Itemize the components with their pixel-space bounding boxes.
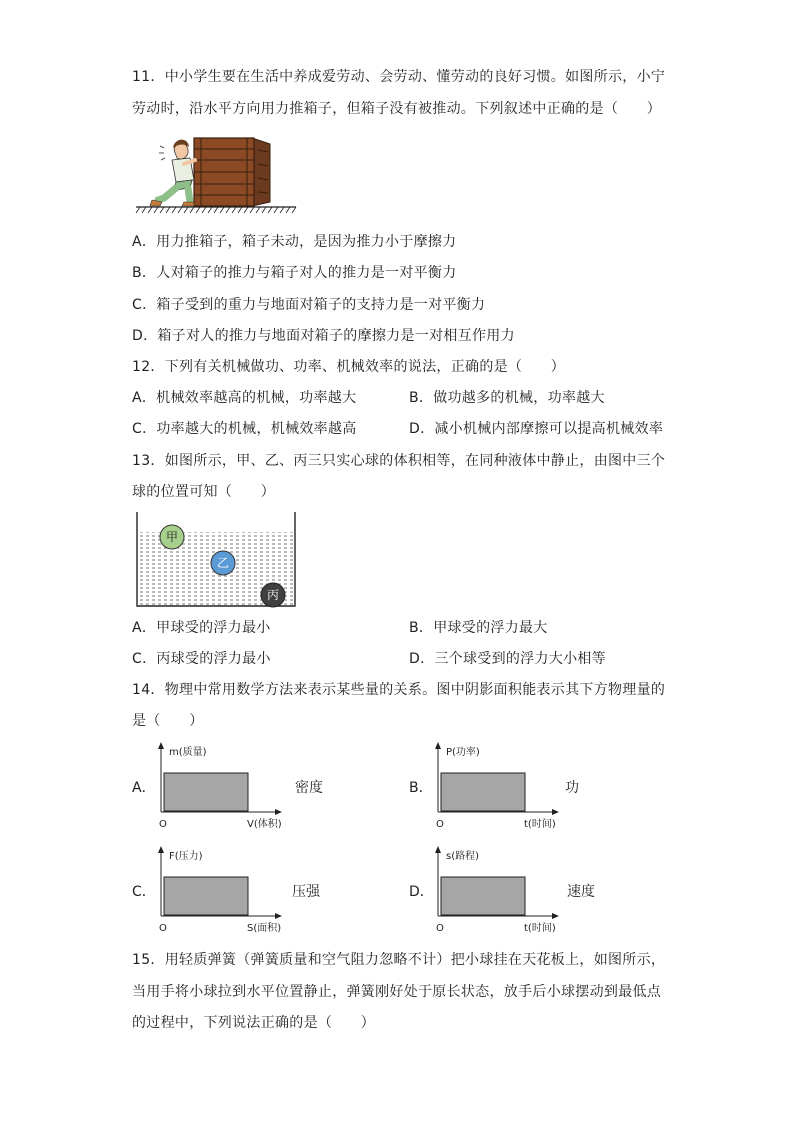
graph-d-option: D． [409,884,434,900]
ball-jia-label: 甲 [165,530,179,544]
q15-stem-line1: 15．用轻质弹簧（弹簧质量和空气阻力忽略不计）把小球挂在天花板上，如图所示， [132,952,666,968]
graph-c-shaded-area [164,877,248,915]
graph-b-option: B． [409,780,433,796]
q15-stem-line2: 当用手将小球拉到水平位置静止，弹簧刚好处于原长状态，放手后小球摆动到最低点 [132,984,662,1000]
q11-option-c: C．箱子受到的重力与地面对箱子的支持力是一对平衡力 [132,297,486,313]
q14-stem-line2: 是（ ） [132,713,204,729]
beaker-figure [134,510,299,610]
q13-option-d: D．三个球受到的浮力大小相等 [409,651,606,667]
graph-d-xlabel: t(时间) [524,923,556,934]
q13-option-c: C．丙球受的浮力最小 [132,651,271,667]
graph-a-xlabel: V(体积) [247,819,282,830]
graph-c-quantity: 压强 [292,884,320,900]
graph-b-xlabel: t(时间) [524,819,556,830]
graph-b-quantity: 功 [565,780,579,796]
graph-a-quantity: 密度 [295,780,323,796]
graph-c [128,844,338,939]
graph-b [405,740,615,835]
q14-stem-line1: 14．物理中常用数学方法来表示某些量的关系。图中阴影面积能表示其下方物理量的 [132,682,666,698]
graph-c-origin: O [159,923,167,934]
q13-option-a: A．甲球受的浮力最小 [132,620,271,636]
graph-a-option: A． [132,780,156,796]
graph-c-option: C． [132,884,156,900]
q11-option-d: D．箱子对人的推力与地面对箱子的摩擦力是一对相互作用力 [132,328,515,344]
graph-d-quantity: 速度 [567,884,595,900]
graph-d-ylabel: s(路程) [446,851,480,862]
graph-b-origin: O [436,819,444,830]
q11-stem-line1: 11．中小学生要在生活中养成爱劳动、会劳动、懂劳动的良好习惯。如图所示，小宁 [132,69,666,85]
graph-a-ylabel: m(质量) [169,747,207,758]
graph-d [405,844,615,939]
graph-a-shaded-area [164,773,248,811]
boy-pushing-box-figure [134,130,299,215]
graph-c-xlabel: S(面积) [247,923,282,934]
ball-yi-label: 乙 [216,556,230,570]
q13-stem-line1: 13．如图所示，甲、乙、丙三只实心球的体积相等，在同种液体中静止，由图中三个 [132,453,666,469]
q13-option-b: B．甲球受的浮力最大 [409,620,548,636]
ball-bing-label: 丙 [266,588,280,602]
q12-stem: 12．下列有关机械做功、功率、机械效率的说法，正确的是（ ） [132,359,566,375]
graph-c-ylabel: F(压力) [169,851,203,862]
graph-a-origin: O [159,819,167,830]
graph-b-shaded-area [441,773,525,811]
q12-option-c: C．功率越大的机械，机械效率越高 [132,421,357,437]
q11-option-a: A．用力推箱子，箱子未动，是因为推力小于摩擦力 [132,234,457,250]
q12-option-d: D．减小机械内部摩擦可以提高机械效率 [409,421,664,437]
q15-stem-line3: 的过程中，下列说法正确的是（ ） [132,1015,376,1031]
graph-d-origin: O [436,923,444,934]
q12-option-b: B．做功越多的机械，功率越大 [409,390,605,406]
q13-stem-line2: 球的位置可知（ ） [132,484,275,500]
graph-a [128,740,338,835]
q12-option-a: A．机械效率越高的机械，功率越大 [132,390,357,406]
q11-option-b: B．人对箱子的推力与箱子对人的推力是一对平衡力 [132,265,457,281]
q11-stem-line2: 劳动时，沿水平方向用力推箱子，但箱子没有被推动。下列叙述中正确的是（ ） [132,101,662,117]
graph-d-shaded-area [441,877,525,915]
graph-b-ylabel: P(功率) [446,747,480,758]
